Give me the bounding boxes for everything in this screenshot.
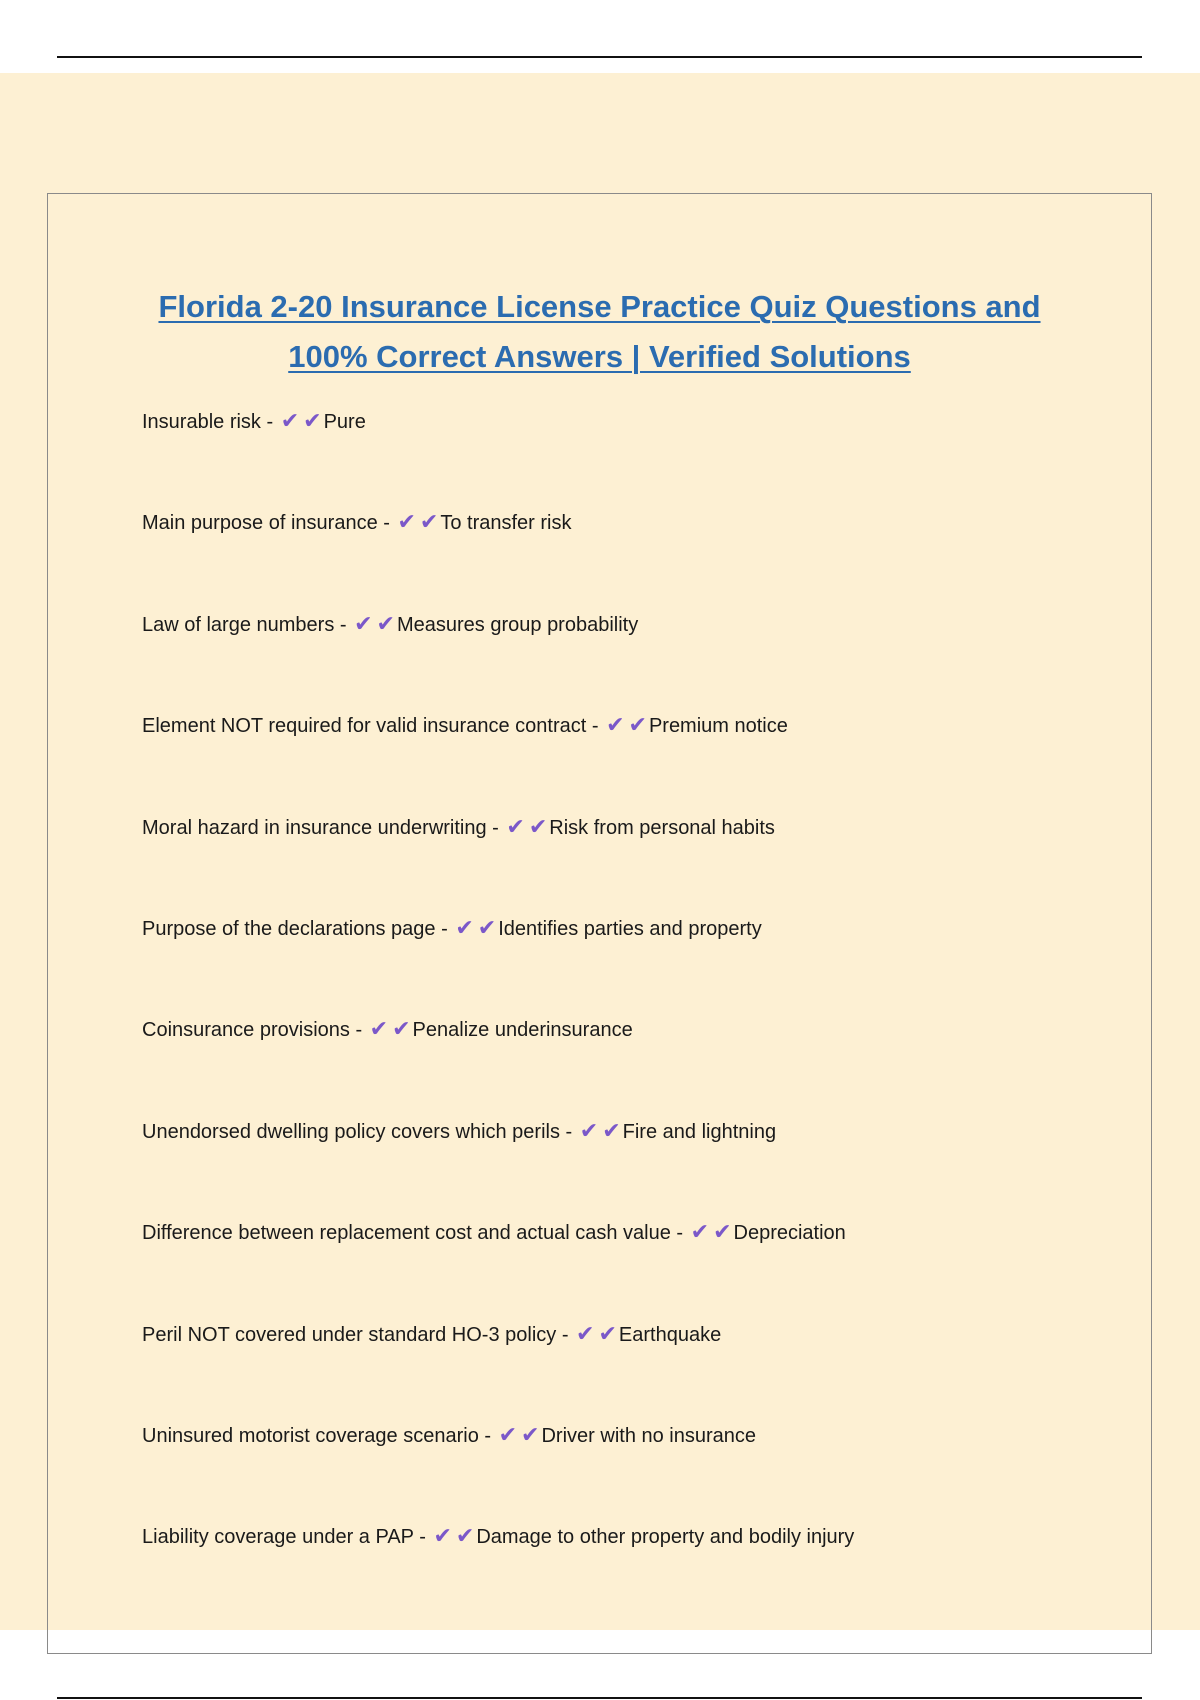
- question-text: Coinsurance provisions: [142, 1019, 350, 1042]
- checkmark-icon: ✔: [713, 1219, 732, 1245]
- question-text: Moral hazard in insurance underwriting: [142, 816, 487, 839]
- checkmark-icon: ✔: [369, 1016, 389, 1042]
- qa-item: [142, 1119, 854, 1220]
- question-text: Unendorsed dwelling policy covers which perils: [142, 1120, 560, 1143]
- answer-text: Depreciation: [733, 1222, 846, 1245]
- qa-item: [142, 1524, 854, 1625]
- question-text: Insurable risk: [142, 411, 261, 433]
- separator: -: [435, 917, 454, 940]
- title-line-1: Florida 2-20 Insurance License Practice Quiz Questions and: [158, 289, 1041, 324]
- checkmark-icon: ✔: [506, 813, 525, 839]
- answer-text: Premium notice: [648, 715, 788, 738]
- qa-item: [142, 713, 854, 814]
- top-divider: [57, 56, 1142, 58]
- answer-text: Earthquake: [618, 1323, 722, 1346]
- separator: -: [377, 512, 396, 535]
- page-background: [0, 73, 1200, 1630]
- document-frame: [47, 193, 1152, 1654]
- qa-item: [142, 1322, 854, 1423]
- question-text: Difference between replacement cost and actual cash value: [142, 1222, 671, 1245]
- separator: -: [413, 1526, 432, 1549]
- qa-item: [142, 409, 854, 510]
- checkmark-icon: ✔: [528, 813, 548, 839]
- question-text: Main purpose of insurance: [142, 512, 378, 535]
- answer-text: Risk from personal habits: [549, 816, 775, 839]
- question-text: Law of large numbers: [142, 613, 335, 636]
- answer-text: Driver with no insurance: [541, 1424, 757, 1447]
- checkmark-icon: ✔: [606, 712, 625, 738]
- checkmark-icon: ✔: [690, 1219, 710, 1245]
- checkmark-icon: ✔: [455, 1523, 475, 1549]
- separator: -: [556, 1323, 575, 1346]
- title-line-2: 100% Correct Answers | Verified Solutions: [288, 339, 911, 374]
- separator: -: [486, 816, 505, 839]
- checkmark-icon: ✔: [433, 1523, 452, 1549]
- checkmark-icon: ✔: [579, 1117, 599, 1143]
- question-text: Liability coverage under a PAP: [142, 1526, 414, 1549]
- checkmark-icon: ✔: [576, 1320, 595, 1346]
- checkmark-icon: ✔: [303, 408, 322, 433]
- qa-item: [142, 916, 854, 1017]
- qa-item: [142, 1220, 854, 1321]
- answer-text: Measures group probability: [396, 613, 639, 636]
- answer-text: Penalize underinsurance: [412, 1019, 633, 1042]
- separator: -: [559, 1120, 578, 1143]
- checkmark-icon: ✔: [477, 914, 497, 940]
- checkmark-icon: ✔: [354, 610, 373, 636]
- checkmark-icon: ✔: [376, 610, 395, 636]
- answer-text: Identifies parties and property: [498, 917, 762, 940]
- question-text: Peril NOT covered under standard HO-3 policy: [142, 1323, 557, 1346]
- qa-item: [142, 815, 854, 916]
- answer-text: To transfer risk: [440, 512, 572, 535]
- checkmark-icon: ✔: [455, 914, 474, 940]
- question-text: Element NOT required for valid insurance contract: [142, 715, 587, 738]
- separator: -: [260, 411, 279, 433]
- separator: -: [586, 715, 605, 738]
- answer-text: Pure: [323, 411, 366, 433]
- checkmark-icon: ✔: [598, 1320, 617, 1346]
- checkmark-icon: ✔: [628, 712, 647, 738]
- checkmark-icon: ✔: [602, 1117, 621, 1143]
- separator: -: [670, 1222, 689, 1245]
- question-text: Purpose of the declarations page: [142, 917, 436, 940]
- document-title: [48, 282, 1151, 382]
- checkmark-icon: ✔: [521, 1421, 540, 1447]
- checkmark-icon: ✔: [419, 509, 439, 535]
- qa-item: [142, 612, 854, 713]
- qa-item: [142, 1017, 854, 1118]
- separator: -: [334, 613, 353, 636]
- checkmark-icon: ✔: [397, 509, 416, 535]
- bottom-divider: [57, 1697, 1142, 1699]
- answer-text: Fire and lightning: [622, 1120, 777, 1143]
- answer-text: Damage to other property and bodily injury: [476, 1526, 855, 1549]
- question-text: Uninsured motorist coverage scenario: [142, 1424, 479, 1447]
- qa-list: [142, 409, 854, 1626]
- checkmark-icon: ✔: [498, 1421, 518, 1447]
- qa-item: [142, 1423, 854, 1524]
- checkmark-icon: ✔: [280, 408, 300, 433]
- checkmark-icon: ✔: [392, 1016, 411, 1042]
- separator: -: [349, 1019, 368, 1042]
- qa-item: [142, 510, 854, 611]
- separator: -: [478, 1424, 497, 1447]
